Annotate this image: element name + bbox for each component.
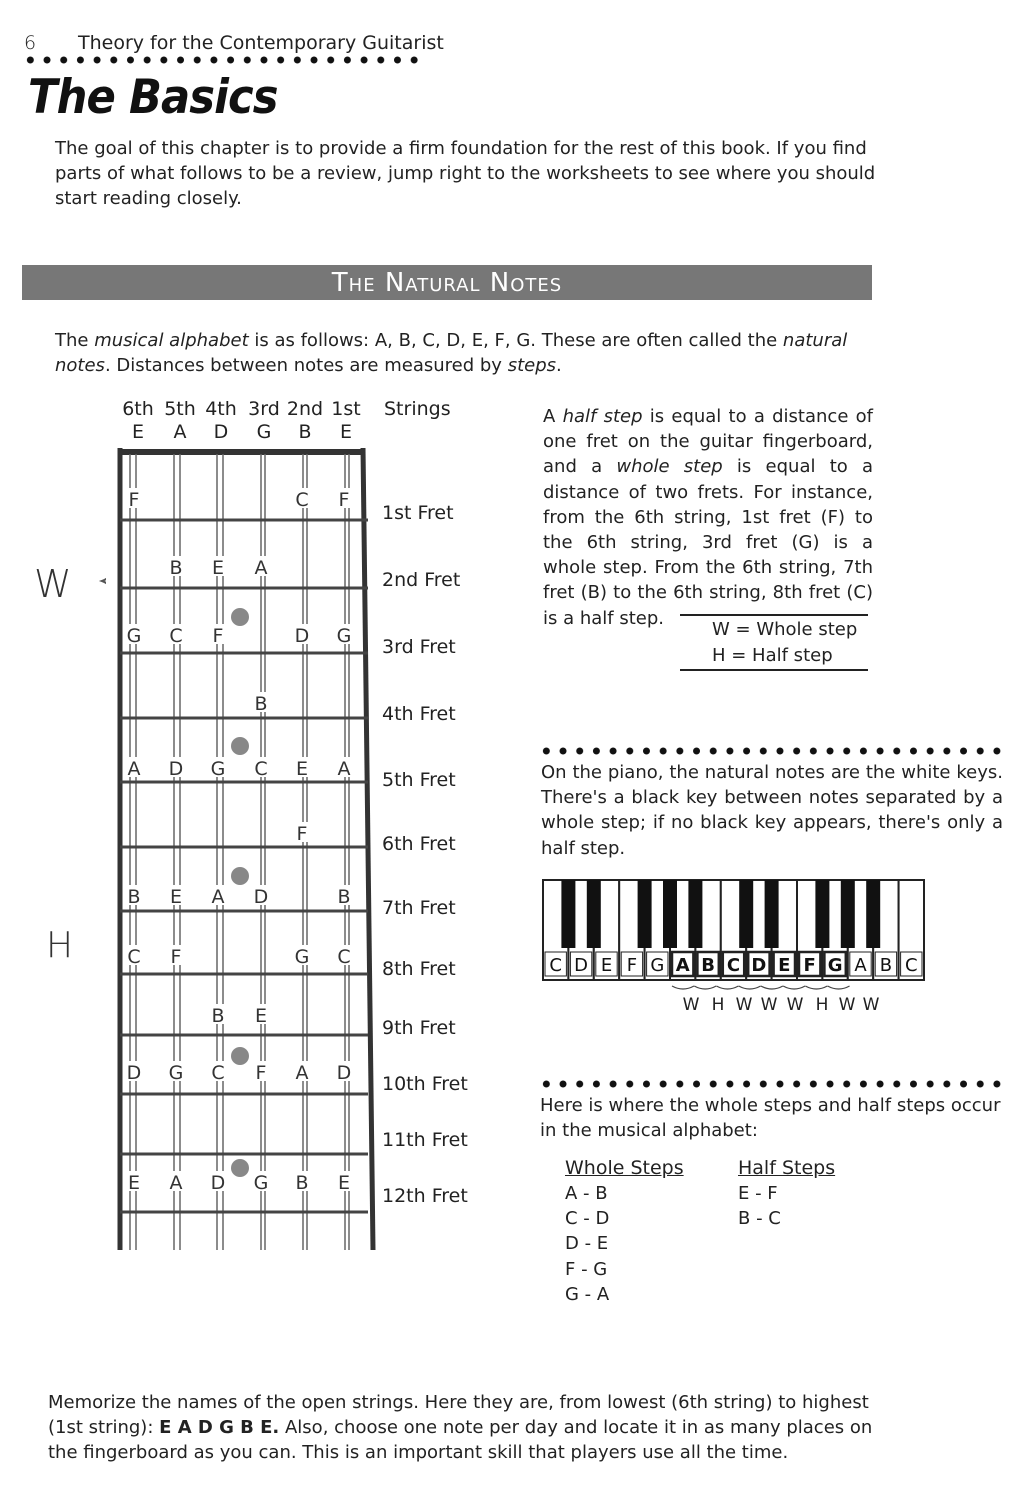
strings-label: Strings xyxy=(384,398,451,420)
fret-number-label: 12th Fret xyxy=(382,1185,468,1207)
piano-black-key xyxy=(866,880,880,948)
fret-number-label: 7th Fret xyxy=(382,897,456,919)
section-banner-title: The Natural Notes xyxy=(331,268,563,298)
whole-step-item: C - D xyxy=(565,1208,610,1230)
fret-note: C xyxy=(169,625,183,647)
piano-key-label: C xyxy=(726,955,741,976)
open-string-note: E xyxy=(131,421,144,443)
open-string-note: E xyxy=(339,421,352,443)
fret-inlay-dot xyxy=(231,1047,249,1065)
piano-black-key xyxy=(587,880,601,948)
step-brace xyxy=(694,986,716,989)
book-title: Theory for the Contemporary Guitarist xyxy=(78,32,444,54)
half-step-item: B - C xyxy=(738,1208,781,1230)
fret-note: E xyxy=(127,1172,141,1194)
fret-note: F xyxy=(212,625,224,647)
step-label: H xyxy=(815,995,829,1015)
piano-key-label: A xyxy=(675,955,690,976)
fret-number-label: 8th Fret xyxy=(382,958,456,980)
fret-note: C xyxy=(337,946,351,968)
step-label: W xyxy=(735,995,753,1015)
step-brace xyxy=(828,986,850,989)
step-label: W xyxy=(682,995,700,1015)
fret-note: B xyxy=(337,886,351,908)
steps-paragraph: Here is where the whole steps and half steps occur in the musical alphabet: xyxy=(540,1095,1001,1142)
string-number-label: 6th xyxy=(122,398,154,420)
fret-note: E xyxy=(337,1172,351,1194)
step-label: W xyxy=(786,995,804,1015)
piano-key-label: C xyxy=(549,955,562,976)
fret-note: D xyxy=(126,1062,142,1084)
fret-note: A xyxy=(337,758,351,780)
piano-key-label: D xyxy=(574,955,589,976)
fret-note: B xyxy=(127,886,141,908)
fret-note: F xyxy=(255,1062,267,1084)
step-brace xyxy=(716,986,738,989)
intro-paragraph: The goal of this chapter is to provide a firm foundation for the rest of this book. If you find parts of what follows to be a review, jump right to the worksheets to see where you should start reading closely. xyxy=(55,138,876,209)
alphabet-paragraph: The musical alphabet is as follows: A, B, C, D, E, F, G. These are often called the natural notes. Distances between notes are measured by steps. xyxy=(55,330,848,376)
fret-number-label: 4th Fret xyxy=(382,703,456,725)
whole-step-item: A - B xyxy=(565,1183,608,1204)
piano-key-label: G xyxy=(827,955,843,976)
piano-black-key xyxy=(841,880,855,948)
fret-note: G xyxy=(253,1172,269,1194)
legend-top-rule xyxy=(680,614,868,616)
fret-note: B xyxy=(169,557,183,579)
step-label: W xyxy=(862,995,880,1015)
fret-note: F xyxy=(128,489,140,511)
step-brace xyxy=(783,986,805,989)
piano-key-label: A xyxy=(854,955,867,976)
piano-key-label: G xyxy=(650,955,665,976)
string-number-label: 1st xyxy=(331,398,361,420)
fretboard-diagram xyxy=(93,448,383,1258)
step-brace xyxy=(761,986,783,989)
fret-note: D xyxy=(253,886,269,908)
piano-black-key xyxy=(663,880,677,948)
piano-black-key xyxy=(688,880,702,948)
chapter-title: The Basics xyxy=(28,70,278,125)
fret-number-label: 6th Fret xyxy=(382,833,456,855)
fret-note: C xyxy=(254,758,268,780)
section-banner xyxy=(22,265,872,300)
piano-black-key xyxy=(739,880,753,948)
piano-black-key xyxy=(815,880,829,948)
fret-note: F xyxy=(170,946,182,968)
fret-number-label: 11th Fret xyxy=(382,1129,468,1151)
fret-number-label: 2nd Fret xyxy=(382,569,461,591)
fret-note: D xyxy=(294,625,310,647)
whole-steps-header: Whole Steps xyxy=(565,1157,684,1179)
fret-inlay-dot xyxy=(231,608,249,626)
piano-key-label: E xyxy=(600,955,613,976)
step-brace xyxy=(805,986,827,989)
open-string-note: G xyxy=(256,421,272,443)
piano-paragraph: On the piano, the natural notes are the white keys. There's a black key between notes separated by a whole step; if no black key appears, there's only a half step. xyxy=(541,762,1003,859)
dotted-rule xyxy=(538,1079,1004,1089)
step-brace xyxy=(739,986,761,989)
piano-key-label: E xyxy=(778,955,791,976)
half-steps-header: Half Steps xyxy=(738,1157,836,1179)
fret-note: C xyxy=(295,489,309,511)
fret-note: G xyxy=(168,1062,184,1084)
fret-number-label: 1st Fret xyxy=(382,502,454,524)
piano-black-key xyxy=(561,880,575,948)
fret-note: F xyxy=(338,489,350,511)
half-step-paragraph: A half step is equal to a distance of one fret on the guitar fingerboard, and a whole step is equal to a distance of two frets. For instance, from the 6th string, 1st fret (F) to the 6th string, 3rd fret (G) is a whole step. From the 6th string, 7th fret (B) to the 6th string, 8th fret (C) is a half step. xyxy=(543,406,874,629)
legend-half-step: H = Half step xyxy=(712,645,833,666)
fret-note: E xyxy=(169,886,183,908)
open-string-note: B xyxy=(298,421,312,443)
memorize-paragraph: Memorize the names of the open strings. Here they are, from lowest (6th string) to highest (1st string): E A D G B E. Also, choose one note per day and locate it in as many places on the fingerboard as you can. This is an important skill that players use all the time. xyxy=(48,1392,873,1464)
legend-bottom-rule xyxy=(680,669,868,671)
fret-note: G xyxy=(336,625,352,647)
fret-inlay-dot xyxy=(231,737,249,755)
fret-note: D xyxy=(168,758,184,780)
fret-note: G xyxy=(210,758,226,780)
open-string-note: D xyxy=(213,421,229,443)
w-bracket-label: W xyxy=(34,562,72,606)
fret-note: E xyxy=(295,758,309,780)
step-label: W xyxy=(760,995,778,1015)
h-bracket-label: H xyxy=(46,925,74,966)
string-number-label: 4th xyxy=(205,398,237,420)
fret-note: C xyxy=(127,946,141,968)
fret-note: D xyxy=(210,1172,226,1194)
fretboard-edge xyxy=(363,448,373,1250)
fret-note: D xyxy=(336,1062,352,1084)
piano-key-label: B xyxy=(701,955,715,976)
dotted-rule xyxy=(22,55,422,65)
fret-number-label: 5th Fret xyxy=(382,769,456,791)
fret-note: B xyxy=(295,1172,309,1194)
piano-key-label: F xyxy=(626,955,638,976)
fret-note: G xyxy=(126,625,142,647)
fret-note: A xyxy=(169,1172,183,1194)
fret-inlay-dot xyxy=(231,867,249,885)
fret-note: B xyxy=(254,693,268,715)
whole-step-bracket xyxy=(102,523,106,641)
dotted-rule xyxy=(538,746,1004,756)
piano-key-label: C xyxy=(905,955,918,976)
piano-black-key xyxy=(638,880,652,948)
fret-note: A xyxy=(295,1062,309,1084)
half-step-item: E - F xyxy=(738,1183,778,1204)
fret-note: F xyxy=(296,823,308,845)
piano-key-label: B xyxy=(879,955,893,976)
step-brackets xyxy=(26,515,106,975)
whole-step-item: F - G xyxy=(565,1258,608,1280)
string-number-label: 5th xyxy=(164,398,196,420)
piano-black-key xyxy=(765,880,779,948)
fret-note: A xyxy=(254,557,268,579)
fret-note: A xyxy=(211,886,225,908)
fret-note: E xyxy=(254,1005,268,1027)
step-brace xyxy=(672,986,694,989)
fret-number-label: 10th Fret xyxy=(382,1073,468,1095)
legend-whole-step: W = Whole step xyxy=(712,619,858,640)
fret-note: A xyxy=(127,758,141,780)
step-label: W xyxy=(838,995,856,1015)
piano-key-label: F xyxy=(803,955,816,976)
fret-note: G xyxy=(294,946,310,968)
open-string-note: A xyxy=(173,421,187,443)
piano-key-label: D xyxy=(751,955,767,976)
whole-step-item: D - E xyxy=(565,1233,609,1255)
piano-keyboard xyxy=(541,878,931,1023)
string-number-label: 2nd xyxy=(286,398,324,420)
fret-inlay-dot xyxy=(231,1159,249,1177)
whole-step-item: G - A xyxy=(565,1283,610,1305)
string-number-label: 3rd xyxy=(248,398,280,420)
step-label: H xyxy=(711,995,725,1015)
fret-note: C xyxy=(211,1062,225,1084)
fret-note: E xyxy=(211,557,225,579)
fret-number-label: 3rd Fret xyxy=(382,636,456,658)
page-number: 6 xyxy=(24,32,37,54)
fret-number-label: 9th Fret xyxy=(382,1017,456,1039)
fret-note: B xyxy=(211,1005,225,1027)
